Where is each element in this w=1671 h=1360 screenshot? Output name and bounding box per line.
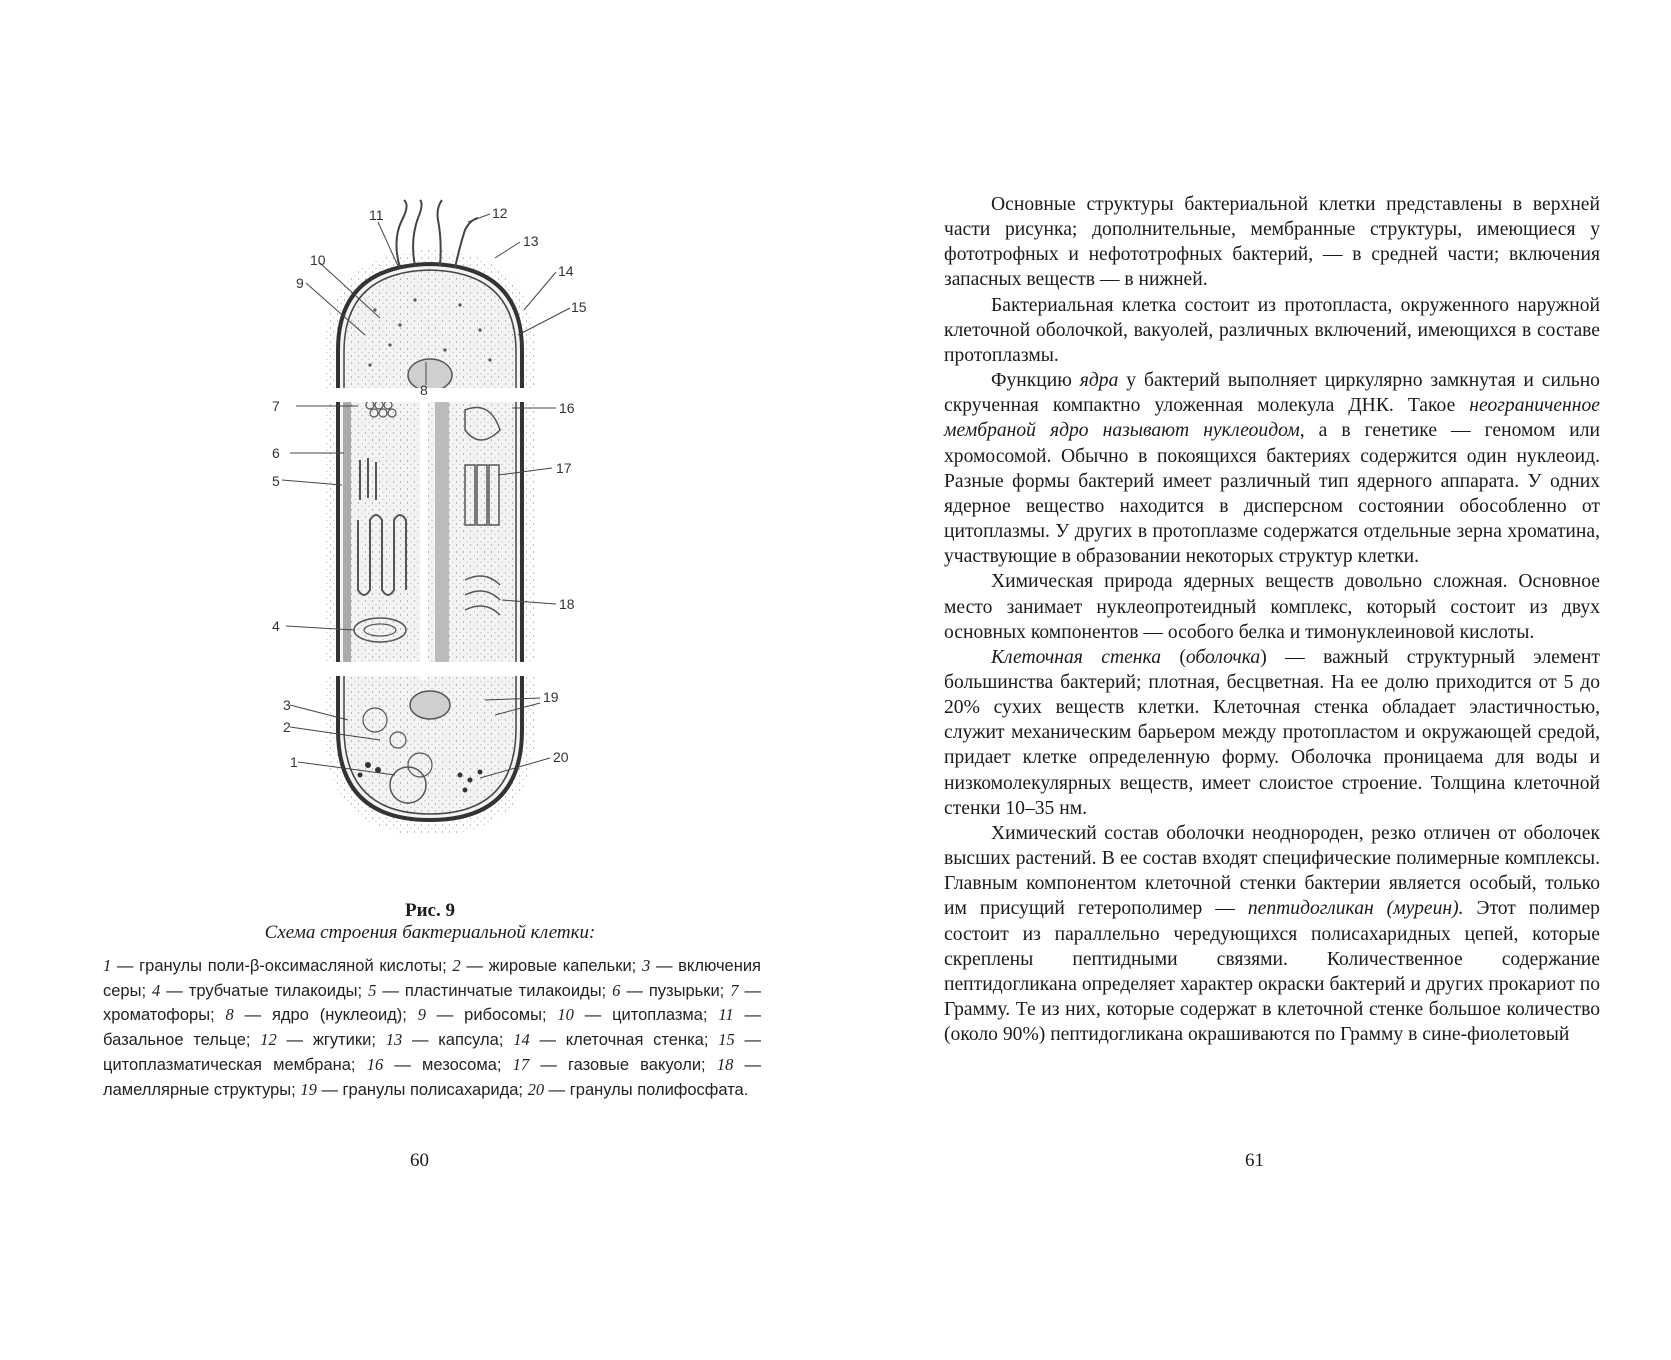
legend-item-number: 14 [513,1030,530,1050]
paragraph-text: ) — важный структурный элемент большинства бактерий; плотная, бесцветная. На ее долю приходится от 5 до 20% сухих веществ клетки. Клеточная стенка обладает эластичностью, служит механическим барьером между протопластом и окружающей средой, придает клетке определенную форму. Оболочка проницаема для воды и низкомолекулярных веществ, имеет слоистое строение. Толщина клеточной стенки 10–35 нм. [944,646,1600,819]
figure-label: 7 [272,398,280,414]
legend-item-number: 1 [103,956,112,975]
figure-legend [103,954,761,1102]
figure-label: 17 [556,460,572,476]
figure-label: 2 [283,719,291,735]
paragraph-text: Химический состав оболочки неоднороден, резко отличен от оболочек высших растений. В ее состав входят специфические полимерные комплексы. Главным компонентом клеточной стенки бактерии является особый, только им присущий гетерополимер — [944,822,1600,920]
legend-item [300,1081,527,1099]
legend-item-number: 7 [730,980,739,1000]
legend-item-text: — мезосома; [383,1055,513,1074]
bacterial-cell-diagram [272,200,640,880]
figure-label: 5 [272,473,280,489]
legend-item [152,982,368,1000]
legend-item-number: 10 [557,1005,574,1025]
paragraph [944,645,1600,821]
legend-item-number: 2 [452,956,461,975]
legend-item-number: 9 [417,1005,426,1025]
emphasis-text: пептидогликан (муреин). [1247,898,1464,920]
legend-item-number: 4 [152,980,161,1000]
legend-item [528,1081,749,1099]
legend-item-text: — капсула; [402,1031,514,1050]
legend-item-number: 11 [718,1005,734,1025]
legend-item-number: 6 [612,980,621,1000]
figure-label: 10 [310,252,326,268]
figure-label: 6 [272,445,280,461]
legend-item-text: — рибосомы; [425,1006,558,1025]
legend-item [418,1006,558,1024]
paragraph [944,368,1600,569]
legend-item-number: 20 [527,1079,545,1099]
body-text [944,192,1600,1047]
paragraph-text: Химическая природа ядерных веществ довольно сложная. Основное место занимает нуклеопротеидный комплекс, который состоит из двух основных компонентов — особого белка и тимонуклеиновой кислоты. [944,571,1600,643]
legend-item-text: — трубчатые тилакоиды; [160,981,369,1000]
figure-label: 16 [559,400,575,416]
paragraph [944,192,1600,293]
legend-item [260,1031,385,1049]
paragraph-text: у бактерий выполняет циркулярно замкнутая и сильно скрученная компактно уложенная молекула ДНК. Такое [944,370,1600,417]
page-number-left: 60 [410,1150,429,1171]
figure-label: 15 [571,299,587,315]
legend-item [557,1006,718,1024]
figure-label: 4 [272,618,280,634]
legend-item-number: 5 [368,980,377,1000]
legend-item [103,957,452,975]
legend-item-number: 15 [718,1030,735,1050]
legend-item [452,957,642,975]
legend-item [368,982,612,1000]
paragraph-text: Основные структуры бактериальной клетки представлены в верхней части рисунка; дополнительные, мембранные структуры, имеющиеся у фототрофных и нефототрофных бактерий, — в средней части; включения запасных веществ — в нижней. [944,194,1600,291]
right-page [835,0,1671,1360]
legend-item-number: 18 [716,1054,734,1074]
legend-item-text: — цитоплазма; [573,1006,719,1025]
legend-item [513,1056,717,1074]
paragraph-text: Функцию [991,370,1080,392]
paragraph-text: ( [1161,646,1186,668]
figure-label: 12 [492,205,508,221]
legend-item [612,982,730,1000]
legend-item-text: — гранулы поли-β-оксимасляной кислоты; [111,957,453,975]
figure-label: 20 [553,749,569,765]
figure-label: 8 [420,382,428,398]
paragraph-text: Этот полимер состоит из параллельно чередующихся полисахаридных цепей, которые скреплены пептидными связями. Количественное содержание пептидогликана определяет характер окраски бактерий и других прокариот по Грамму. Те из них, которые содержат в клеточной стенке большое количество (около 90%) пептидогликана окрашиваются по Грамму в сине-фиолетовый [944,898,1600,1046]
legend-item-text: — хроматофоры; [103,981,761,1025]
legend-item [513,1031,718,1049]
legend-item-number: 16 [366,1054,384,1074]
legend-item-text: — клеточная стенка; [529,1031,719,1050]
legend-item [367,1056,513,1074]
legend-item-number: 17 [512,1054,530,1074]
legend-item-text: — жгутики; [276,1031,386,1050]
paragraph-text: Бактериальная клетка состоит из протопласта, окруженного наружной клеточной оболочкой, вакуолей, различных включений, имеющихся в составе протоплазмы. [944,294,1600,366]
legend-item-text: — пластинчатые тилакоиды; [376,981,613,1000]
legend-item-text: — включения серы; [103,957,761,1000]
figure-caption [100,900,760,944]
figure-label: 9 [296,275,304,291]
legend-item-text: — жировые капельки; [460,957,642,975]
figure-label: 19 [543,689,559,705]
figure-subtitle: Схема строения бактериальной клетки: [264,922,596,943]
legend-item-text: — ядро (нуклеоид); [233,1006,418,1025]
figure-label: 14 [558,263,574,279]
legend-item-number: 19 [300,1079,317,1099]
page-number-right: 61 [1245,1150,1264,1171]
figure-label: 11 [369,207,384,223]
legend-item-text: — цитоплазматическая мембрана; [103,1031,761,1074]
emphasis-text: оболочка [1185,646,1261,668]
figure-label: 1 [290,754,298,770]
legend-item [226,1006,418,1024]
left-page [0,0,835,1360]
emphasis-text: неограниченное мембраной ядро называют нуклеоидом [944,395,1600,442]
legend-item-number: 3 [641,956,651,975]
legend-item-number: 12 [260,1030,277,1050]
legend-item-text: — базальное тельце; [103,1006,761,1050]
figure-title: Рис. 9 [405,900,455,921]
legend-item-number: 13 [385,1030,403,1050]
legend-item-text: — газовые вакуоли; [529,1055,717,1074]
figure-label: 18 [559,596,575,612]
paragraph-text: , а в генетике — геномом или хромосомой. Обычно в покоящихся бактериях содержится один нуклеоид. Разные формы бактерий имеет различный тип ядерного аппарата. У одних ядерное вещество находится в дисперсном состоянии обособленно от цитоплазмы. У других в протоплазме содержатся отдельные зерна хроматина, участвующие в образовании некоторых структур клетки. [944,420,1600,568]
legend-item-number: 8 [225,1005,234,1025]
emphasis-text: ядра [1079,370,1119,392]
paragraph [944,821,1600,1047]
legend-item [386,1031,514,1049]
legend-item-text: — пузырьки; [620,981,731,1000]
legend-item-text: — ламеллярные структуры; [103,1055,762,1099]
legend-item-text: — гранулы полифосфата. [544,1080,749,1099]
figure-label: 3 [283,697,291,713]
paragraph [944,569,1600,644]
paragraph [944,293,1600,368]
emphasis-text: Клеточная стенка [991,646,1161,668]
legend-item-text: — гранулы полисахарида; [316,1080,528,1099]
figure-label: 13 [523,233,539,249]
